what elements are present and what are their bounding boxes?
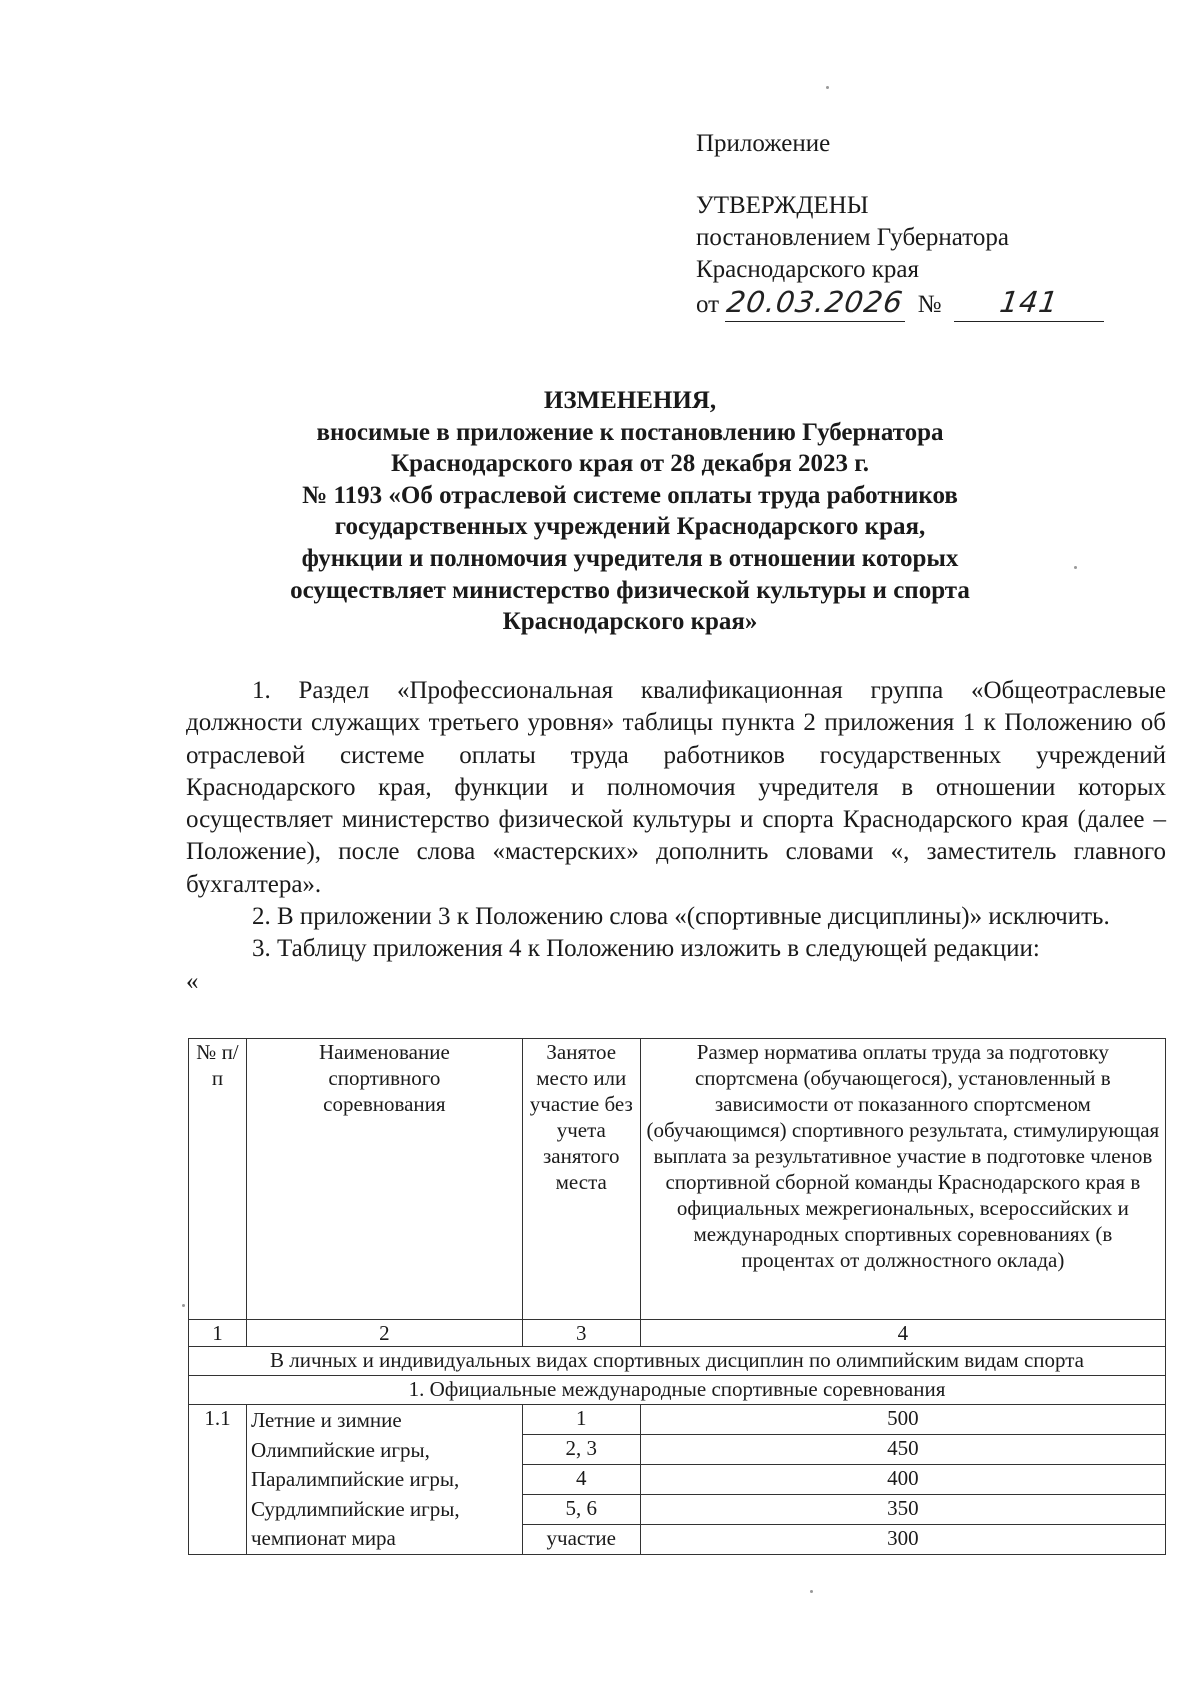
- header-competition: Наименование спортивного соревнования: [246, 1039, 522, 1320]
- title-line: Краснодарского края»: [502, 608, 758, 636]
- place-cell: 4: [522, 1464, 640, 1494]
- competition-name-line: Летние и зимние: [250, 1408, 402, 1432]
- approval-block: [696, 128, 1104, 322]
- document-title: [180, 385, 1080, 638]
- header-payment: Размер норматива оплаты труда за подготовку спортсмена (обучающегося), установленный в зависимости от показанного спортсменом (обучающимся) спортивного результата, стимулирующая выплата за результативное участие в подготовке членов спортивной сборной команды Краснодарского края в официальных межрегиональных, всероссийских и международных спортивных соревнованиях (в процентах от должностного оклада): [640, 1039, 1165, 1320]
- scan-speck: [182, 1304, 185, 1307]
- competition-name: [246, 1405, 522, 1555]
- header-number: № п/п: [189, 1039, 247, 1320]
- value-cell: 400: [640, 1464, 1165, 1494]
- paragraph-3: 3. Таблицу приложения 4 к Положению изложить в следующей редакции:: [252, 935, 1040, 963]
- approval-date-row: [696, 286, 1104, 322]
- section-title: В личных и индивидуальных видах спортивных дисциплин по олимпийским видам спорта: [189, 1347, 1166, 1376]
- number-underline: [954, 286, 1104, 322]
- place-cell: 2, 3: [522, 1434, 640, 1464]
- value-cell: 350: [640, 1494, 1165, 1524]
- approved-by-line: постановлением Губернатора: [696, 224, 1009, 251]
- payment-table: [188, 1038, 1166, 1555]
- number-sign: №: [917, 291, 942, 318]
- approved-region-line: Краснодарского края: [696, 256, 919, 283]
- subsection-row: [189, 1376, 1166, 1405]
- column-number: 2: [246, 1320, 522, 1347]
- title-line: осуществляет министерство физической культуры и спорта: [290, 576, 970, 604]
- header-place: Занятое место или участие без учета занятого места: [522, 1039, 640, 1320]
- table-header-row: [189, 1039, 1166, 1320]
- competition-name-line: Сурдлимпийские игры,: [250, 1496, 460, 1521]
- title-heading: ИЗМЕНЕНИЯ,: [543, 387, 717, 414]
- open-quote: «: [186, 967, 199, 995]
- scan-speck: [826, 86, 829, 89]
- document-body: [186, 675, 1166, 998]
- handwritten-date: 20.03.2026: [724, 285, 906, 319]
- competition-name-line: чемпионат мира: [250, 1526, 396, 1550]
- paragraph-2: 2. В приложении 3 к Положению слова «(спортивные дисциплины)» исключить.: [252, 903, 1110, 931]
- date-from-label: от: [696, 291, 720, 318]
- scan-speck: [1074, 566, 1077, 569]
- column-number-row: [189, 1320, 1166, 1347]
- row-number: 1.1: [189, 1405, 247, 1555]
- competition-name-line: Олимпийские игры,: [250, 1437, 430, 1462]
- appendix-label: Приложение: [696, 130, 831, 157]
- title-line: Краснодарского края от 28 декабря 2023 г.: [390, 450, 870, 478]
- table-row: [189, 1405, 1166, 1435]
- scan-speck: [810, 1590, 813, 1593]
- approved-label: УТВЕРЖДЕНЫ: [696, 192, 869, 219]
- place-cell: 5, 6: [522, 1494, 640, 1524]
- column-number: 3: [522, 1320, 640, 1347]
- title-line: государственных учреждений Краснодарского края,: [334, 513, 926, 541]
- place-cell: участие: [522, 1524, 640, 1554]
- subsection-title: 1. Официальные международные спортивные соревнования: [189, 1376, 1166, 1405]
- value-cell: 500: [640, 1405, 1165, 1435]
- column-number: 1: [189, 1320, 247, 1347]
- title-line: № 1193 «Об отраслевой системе оплаты труда работников: [302, 481, 958, 509]
- column-number: 4: [640, 1320, 1165, 1347]
- place-cell: 1: [522, 1405, 640, 1435]
- handwritten-number: 141: [997, 285, 1061, 319]
- section-row: [189, 1347, 1166, 1376]
- value-cell: 300: [640, 1524, 1165, 1554]
- value-cell: 450: [640, 1434, 1165, 1464]
- title-line: функции и полномочия учредителя в отношении которых: [301, 544, 959, 572]
- competition-name-line: Паралимпийские игры,: [250, 1467, 460, 1491]
- paragraph-1: 1. Раздел «Профессиональная квалификационная группа «Общеотраслевые должности служащих третьего уровня» таблицы пункта 2 приложения 1 к Положению об отраслевой системе оплаты труда работников государственных учреждений Краснодарского края, функции и полномочия учредителя в отношении которых осуществляет министерство физической культуры и спорта Краснодарского края (далее – Положение), после слова «мастерских» дополнить словами «, заместитель главного бухгалтера».: [186, 677, 1166, 898]
- title-line: вносимые в приложение к постановлению Губернатора: [316, 418, 944, 446]
- date-underline: [725, 286, 905, 322]
